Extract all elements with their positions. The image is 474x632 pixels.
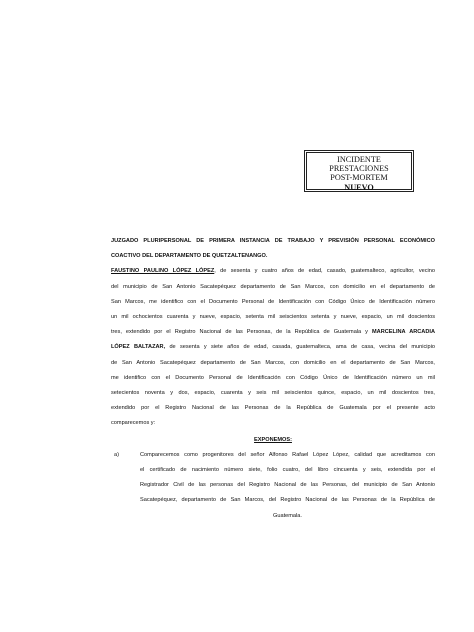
paragraph-line: setecientos noventa y dos, espacio, cuarenta y seis mil seiscientos quince, espacio, un mil doscientos tres, [111, 390, 435, 397]
paragraph-line: Registrador Civil de las personas del Registro Nacional de las Personas, del municipio de San Antonio [140, 482, 435, 489]
party-name: LÓPEZ BALTAZAR, [111, 344, 166, 351]
paragraph-line: el certificado de nacimiento número siete, folio cuatro, del libro cincuenta y seis, extendida por el [140, 467, 435, 474]
party-name: FAUSTINO PAULINO LÓPEZ LÓPEZ [111, 268, 215, 275]
paragraph-line: Guatemala. [273, 512, 302, 519]
document-body [111, 234, 435, 524]
case-title-line: PRESTACIONES [329, 164, 389, 174]
court-heading: JUZGADO PLURIPERSONAL DE PRIMERA INSTANCIA DE TRABAJO Y PREVISIÓN PERSONAL ECONÓMICO [111, 238, 435, 244]
list-marker: a) [114, 451, 119, 458]
paragraph-line: un mil ochocientos cuarenta y nueve, espacio, setenta mil seiscientos setenta y nueve, espacio, un mil doscientos [111, 314, 435, 321]
section-heading: EXPONEMOS: [254, 436, 292, 443]
case-title-box [306, 152, 412, 190]
paragraph-line: FAUSTINO PAULINO LÓPEZ LÓPEZ, de sesenta y cuatro años de edad, casado, guatemalteco, agricultor, vecino [111, 268, 435, 275]
paragraph-line: Sacatepéquez, departamento de San Marcos, del Registro Nacional de las Personas de la República de [140, 497, 435, 504]
paragraph-line: San Marcos, me identifico con el Documento Personal de Identificación con Código Único de Identificación número [111, 298, 435, 305]
parties-paragraph [111, 264, 435, 431]
paragraph-line: comparecemos y: [111, 420, 156, 427]
case-title-line: POST-MORTEM [330, 173, 388, 183]
case-title-line: INCIDENTE [337, 155, 381, 164]
case-title-line: NUEVO [344, 182, 374, 192]
paragraph-line: Comparecemos como progenitores del señor Alfonso Rafael López López, calidad que acreditamos con [140, 451, 435, 458]
paragraph-line: tres, extendido por el Registro Nacional de las Personas, de la República de Guatemala y MARCELINA ARCADIA [111, 329, 435, 336]
paragraph-line: LÓPEZ BALTAZAR, de sesenta y siete años de edad, casada, guatemalteca, ama de casa, vecina del municipio [111, 344, 435, 351]
paragraph-line: de San Antonio Sacatepéquez departamento de San Marcos, con domicilio en el departamento de San Marcos, [111, 359, 435, 366]
paragraph-line: me identifico con el Documento Personal de Identificación con Código Único de Identificación número un mil [111, 374, 435, 381]
list-item [111, 448, 435, 524]
party-name: MARCELINA ARCADIA [372, 329, 435, 336]
paragraph-line: extendido por el Registro Nacional de las Personas de la República de Guatemala por el presente acto [111, 405, 435, 412]
paragraph-line: del municipio de San Antonio Sacatepéquez departamento de San Marcos, con domicilio en el departamento de [111, 283, 435, 290]
court-heading: COACTIVO DEL DEPARTAMENTO DE QUETZALTENANGO. [111, 253, 268, 260]
